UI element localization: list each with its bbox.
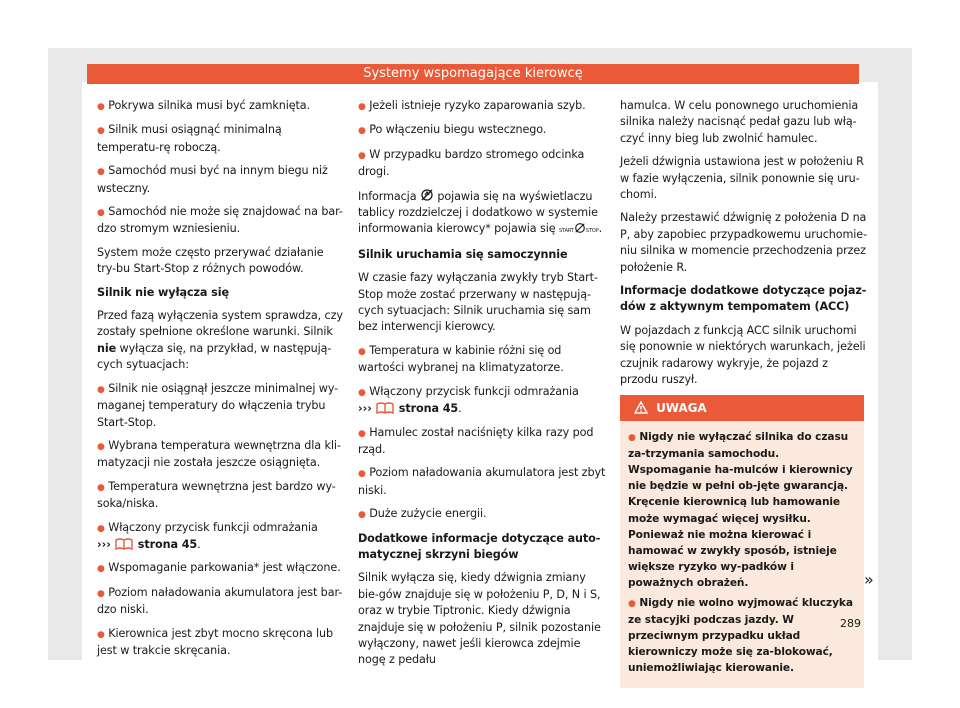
list-item: ● Poziom naładowania akumulatora jest bar-dzo niski. xyxy=(97,585,343,617)
bullet-icon: ● xyxy=(358,469,366,480)
warning-triangle-icon xyxy=(634,401,648,414)
bullet-icon: ● xyxy=(628,598,636,609)
start-stop-icon xyxy=(574,222,586,234)
bullet-icon: ● xyxy=(97,523,105,534)
continue-mark: » xyxy=(864,570,874,589)
ref-arrow-icon: ››› xyxy=(358,402,372,416)
bullet-icon: ● xyxy=(358,126,366,137)
list-item: ● W przypadku bardzo stromego odcinka drogi. xyxy=(358,147,585,179)
list-item: ● Włączony przycisk funkcji odmrażania ››› strona 45. xyxy=(97,520,318,551)
list-item: ● Silnik nie osiągnął jeszcze minimalnej wy-maganej temperatury do włączenia trybu Start-Stop. xyxy=(97,381,339,429)
warning-box xyxy=(620,395,864,688)
subheading: Silnik nie wyłącza się xyxy=(97,285,229,299)
list-item: ● Poziom naładowania akumulatora jest zbyt niski. xyxy=(358,466,606,497)
column-1 xyxy=(97,98,345,666)
list-item: ● Wspomaganie parkowania* jest włączone. xyxy=(97,561,341,575)
bullet-icon: ● xyxy=(97,167,105,178)
column-2 xyxy=(358,98,606,676)
start-stop-icon xyxy=(420,188,434,202)
section-header: Systemy wspomagające kierowcę xyxy=(87,64,859,84)
list-item: ● Nigdy nie wolno wyjmować kluczyka ze stacyjki podczas jazdy. W przeciwnym przypadku układ kierowniczy może się za-blokować, uniemożliwiając kierowanie. xyxy=(628,596,853,675)
list-item: ● Włączony przycisk funkcji odmrażania ››› strona 45. xyxy=(358,384,579,416)
bullet-icon: ● xyxy=(358,102,366,112)
bullet-icon: ● xyxy=(628,432,636,443)
paragraph: Przed fazą wyłączenia system sprawdza, czy zostały spełnione określone warunki. Silnik nie wyłącza się, na przykład, w następują-cych sytuacjach: xyxy=(97,309,343,372)
list-item: ● Hamulec został naciśnięty kilka razy pod rząd. xyxy=(358,425,594,456)
paragraph: hamulca. W celu ponownego uruchomienia silnika należy nacisnąć pedał gazu lub włą-czyć inny bieg lub zwolnić hamulec. xyxy=(620,99,859,145)
page-number: 289 xyxy=(840,617,861,630)
list-item: ● Nigdy nie wyłączać silnika do czasu za-trzymania samochodu. Wspomaganie ha-mulców i kierownicy nie będzie w pełni ob-jęte gwarancją. Kręcenie kierownicą lub hamowanie może wymagać więcej wysiłku. Ponieważ nie można kierować i hamować w zwykły sposób, istnieje większe ryzyko wy-padków i poważnych obrażeń. xyxy=(628,430,853,590)
stop-label: STOP xyxy=(585,228,599,235)
paragraph: Należy przestawić dźwignię z położenia D na P, aby zapobiec przypadkowemu uruchomie-niu silnika w momencie przechodzenia przez położenie R. xyxy=(620,211,868,274)
bullet-icon: ● xyxy=(97,588,105,599)
bullet-icon: ● xyxy=(358,150,366,161)
list-item: ● Wybrana temperatura wewnętrzna dla kli-matyzacji nie została jeszcze osiągnięta. xyxy=(97,438,341,470)
bullet-icon: ● xyxy=(97,384,105,395)
book-reference-icon xyxy=(114,538,134,550)
bullet-icon: ● xyxy=(358,346,366,357)
warning-header xyxy=(620,395,864,421)
page-reference-link[interactable]: strona 45 xyxy=(398,402,459,416)
bullet-icon: ● xyxy=(97,441,105,452)
list-item: ● Silnik musi osiągnąć minimalną temperatu-rę roboczą. xyxy=(97,123,282,154)
paragraph: Informacja pojawia się na wyświetlaczu tablicy rozdzielczej i dodatkowo w systemie informowania kierowcy* pojawia się START STOP. xyxy=(358,189,603,236)
list-item: ● Samochód nie może się znajdować na bar-dzo stromym wzniesieniu. xyxy=(97,205,343,236)
paragraph: W pojazdach z funkcją ACC silnik uruchomi się ponownie w niektórych warunkach, jeżeli czujnik radarowy wykryje, że pojazd z przodu ruszył. xyxy=(620,323,866,387)
bullet-icon: ● xyxy=(358,428,366,439)
list-item: ● Jeżeli istnieje ryzyko zaparowania szyb. xyxy=(358,99,586,112)
paragraph: Jeżeli dźwignia ustawiona jest w położeniu R w fazie wyłączenia, silnik ponownie się uru-chomi. xyxy=(620,155,864,202)
book-reference-icon xyxy=(375,402,395,414)
subheading: Silnik uruchamia się samoczynnie xyxy=(358,247,568,261)
bullet-icon: ● xyxy=(97,564,105,575)
list-item: ● Temperatura w kabinie różni się od wartości wybranej na klimatyzatorze. xyxy=(358,343,564,375)
list-item: ● Kierownica jest zbyt mocno skręcona lub jest w trakcie skręcania. xyxy=(97,626,334,657)
warning-title: UWAGA xyxy=(656,400,707,415)
paragraph: Silnik wyłącza się, kiedy dźwignia zmiany bie-gów znajduje się w położeniu P, D, N i S, oraz w trybie Tiptronic. Kiedy dźwignia znajduje się w położeniu P, silnik pozostanie wyłączony, nawet jeśli kierowca zdejmie nogę z pedału xyxy=(358,571,601,667)
ref-arrow-icon: ››› xyxy=(97,537,111,551)
bullet-icon: ● xyxy=(97,629,105,640)
bullet-icon: ● xyxy=(97,102,105,112)
start-label: START xyxy=(558,228,574,235)
list-item: ● Temperatura wewnętrzna jest bardzo wy-soka/niska. xyxy=(97,479,336,511)
column-3 xyxy=(620,98,868,688)
list-item: ● Pokrywa silnika musi być zamknięta. xyxy=(97,99,311,112)
paragraph: W czasie fazy wyłączania zwykły tryb Start-Stop może zostać przerwany w następują-cych sytuacjach: Silnik uruchamia się sam bez interwencji kierowcy. xyxy=(358,271,598,334)
list-item: ● Po włączeniu biegu wstecznego. xyxy=(358,123,547,137)
bullet-icon: ● xyxy=(97,208,105,219)
bullet-icon: ● xyxy=(358,510,366,521)
subheading: Informacje dodatkowe dotyczące pojaz-dów z aktywnym tempomatem (ACC) xyxy=(620,284,867,314)
list-item: ● Samochód musi być na innym biegu niż wsteczny. xyxy=(97,164,328,195)
warning-body xyxy=(620,421,864,688)
bullet-icon: ● xyxy=(358,387,366,398)
paragraph: System może często przerywać działanie try-bu Start-Stop z różnych powodów. xyxy=(97,245,324,276)
page-reference-link[interactable]: strona 45 xyxy=(137,537,198,551)
bullet-icon: ● xyxy=(97,482,105,493)
subheading: Dodatkowe informacje dotyczące auto-matycznej skrzyni biegów xyxy=(358,531,601,561)
bullet-icon: ● xyxy=(97,126,105,137)
list-item: ● Duże zużycie energii. xyxy=(358,507,487,521)
